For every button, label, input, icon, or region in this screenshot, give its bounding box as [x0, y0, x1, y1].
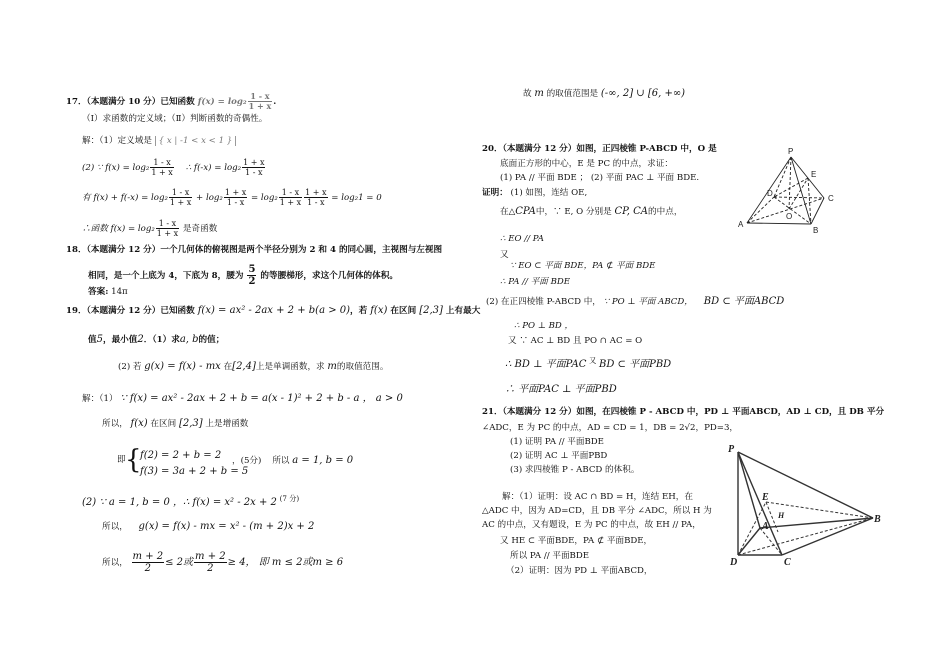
q21-line-2: ∠ADC，E 为 PC 的中点，AD = CD = 1，DB = 2√2，PD=3， — [482, 423, 739, 433]
q18-line-1: 18．（本题满分 12 分）一个几何体的俯视图是两个半径分别为 2 和 4 的同心圆，主视图与左视图 — [66, 245, 443, 255]
fig21-label-p: P — [728, 444, 735, 455]
fig21-label-a: A — [762, 521, 769, 532]
q17-subquestions: （Ⅰ）求函数的定义域；（Ⅱ）判断函数的奇偶性。 — [82, 114, 268, 124]
q17-solution-4: ∴函数 f(x) = log₂ $\frac{1 - x}{1 + x}$ 是奇函数 — [82, 219, 218, 238]
q20-proof-10: ∴ 平面PAC ⊥ 平面PBD — [505, 384, 617, 395]
q17-header: 17．（本题满分 10 分）已知函数 f(x) = log₂ $\frac{1 - x}{1 + x}$ . — [66, 91, 277, 111]
q20-proof-7: ∴ PO ⊥ BD ， — [514, 321, 574, 331]
fig20-label-o: O — [786, 212, 793, 221]
q21-solution-4: 又 HE ⊂ 平面BDE，PA ⊄ 平面BDE， — [500, 536, 653, 546]
brace: { — [125, 445, 142, 475]
q19-solution-2: 所以， f(x) 在区间 [2,3] 上是增函数 — [102, 418, 249, 429]
q19-system-eq-2: f(3) = 3a + 2 + b = 5 — [140, 466, 249, 477]
q20-proof-8: 又 ∵ AC ⊥ BD 且 PO ∩ AC = O — [508, 336, 643, 346]
q20-proof-3: ∴ EO // PA — [500, 234, 544, 244]
fig21-label-b: B — [874, 514, 881, 525]
fig21-label-d: D — [730, 557, 738, 568]
q21-solution-5: 所以 PA // 平面BDE — [510, 551, 590, 561]
fig20-label-e: E — [811, 170, 817, 179]
fig20-label-b: B — [813, 226, 819, 235]
fig20-label-a: A — [738, 220, 744, 229]
q20-proof-5: ∴ PA // 平面 BDE — [500, 277, 571, 287]
q19-line-2: 值5，最小值2．（1）求a, b的值； — [88, 334, 225, 345]
q20-proof-2: 在△CPA中，∵ E, O 分别是 CP, CA的中点， — [500, 206, 683, 217]
q20-line-3: (1) PA // 平面 BDE ； (2) 平面 PAC ⊥ 平面 BDE. — [500, 173, 700, 183]
q19-system-eq-1: f(2) = 2 + b = 2 — [140, 450, 222, 461]
q21-solution-2: △ADC 中，因为 AD=CD，且 DB 平分 ∠ADC，所以 H 为 — [482, 506, 712, 516]
q20-proof-9: ∴ BD ⊥ 平面PAC $^又$ BD ⊂ 平面PBD — [505, 356, 672, 370]
q21-question-2: (2) 证明 AC ⊥ 平面PBD — [510, 451, 608, 461]
q20-line-1: 20．（本题满分 12 分）如图，正四棱锥 P-ABCD 中，O 是 — [482, 144, 717, 154]
q19-solution-1: 解：（1） ∵ f(x) = ax² - 2ax + 2 + b = a(x - 1)² + 2 + b - a ， a > 0 — [82, 393, 403, 404]
q17-solution-2: (2) ∵ f(x) = log₂ $\frac{1 - x}{1 + x}$ ∴ f(-x) = log₂ $\frac{1 + x}{1 - x}$ — [82, 158, 265, 177]
fig20-label-p: P — [788, 147, 794, 156]
q17-solution-1: 解：（1）定义域是 { x | -1 < x < 1 } — [82, 136, 236, 147]
q19-solution-4: 所以， g(x) = f(x) - mx = x² - (m + 2)x + 2 — [102, 521, 315, 532]
q21-solution-6: （2）证明：因为 PD ⊥ 平面ABCD， — [506, 566, 653, 576]
q21-solution-3: AC 的中点，又有题设，E 为 PC 的中点，故 EH // PA， — [482, 520, 701, 530]
q19-solution-5: 所以， $\frac{m + 2}{2}$ ≤ 2或 $\frac{m + 2}{2}$ ≥ 4， 即 m ≤ 2或m ≥ 6 — [102, 551, 344, 574]
fig21-label-c: C — [784, 557, 791, 568]
fig20-label-d: D — [767, 189, 773, 198]
q18-line-2: 相同，是一个上底为 4，下底为 8，腰为 $\frac{5}{2}$ 的等腰梯形，求这个几何体的体积。 — [88, 264, 398, 287]
q20-proof-6: (2) 在正四棱锥 P-ABCD 中， ∵ PO ⊥ 平面 ABCD， BD ⊂ 平面ABCD — [486, 296, 785, 307]
fig21-label-e: E — [762, 492, 769, 503]
q21-question-3: (3) 求四棱锥 P - ABCD 的体积。 — [510, 465, 640, 475]
fig21-label-h: H — [778, 511, 785, 520]
q18-answer: 答案: 14π — [88, 287, 128, 297]
q19-part-2: (2) 若 g(x) = f(x) - mx 在[2,4]上是单调函数，求 m的取值范围。 — [118, 361, 389, 372]
q19-system-result: ，(5分) 所以 a = 1, b = 0 — [232, 455, 354, 466]
fig20-label-c: C — [828, 194, 834, 203]
q20-proof-4: 又 ∵ EO ⊂ 平面 BDE，PA ⊄ 平面 BDE — [500, 250, 656, 271]
q20-line-2: 底面正方形的中心，E 是 PC 的中点，求证： — [500, 159, 673, 169]
q21-question-1: (1) 证明 PA // 平面BDE — [510, 437, 604, 447]
q21-solution-1: 解：（1）证明：设 AC ∩ BD = H，连结 EH，在 — [502, 492, 693, 502]
q19-final-range: 故 m 的取值范围是 (-∞, 2] ∪ [6, +∞) — [523, 88, 686, 99]
pyramid-figure-q21 — [726, 440, 884, 568]
q20-proof-1: 证明： (1) 如图，连结 OE, — [482, 188, 588, 198]
q19-system-label: 即 — [117, 455, 126, 465]
q19-solution-3: (2) ∵ a = 1, b = 0 ，∴ f(x) = x² - 2x + 2 $^{(7 分)}$ — [82, 494, 300, 508]
q19-header: 19．（本题满分 12 分）已知函数 f(x) = ax² - 2ax + 2 + b(a > 0)，若 f(x) 在区间 [2,3] 上有最大 — [66, 305, 481, 316]
q17-solution-3: 有 f(x) + f(-x) = log₂ $\frac{1 - x}{1 + x}$ + log₂ $\frac{1 + x}{1 - x}$ = log₂ $\frac{1 - x}{1 + x}$ $\frac{1 + x}{1 - x}$ = log₂1 = 0 — [82, 188, 382, 207]
q21-line-1: 21．（本题满分 12 分）如图，在四棱锥 P - ABCD 中，PD ⊥ 平面ABCD，AD ⊥ CD，且 DB 平分 — [482, 407, 885, 417]
pyramid-figure-q20 — [738, 146, 842, 236]
